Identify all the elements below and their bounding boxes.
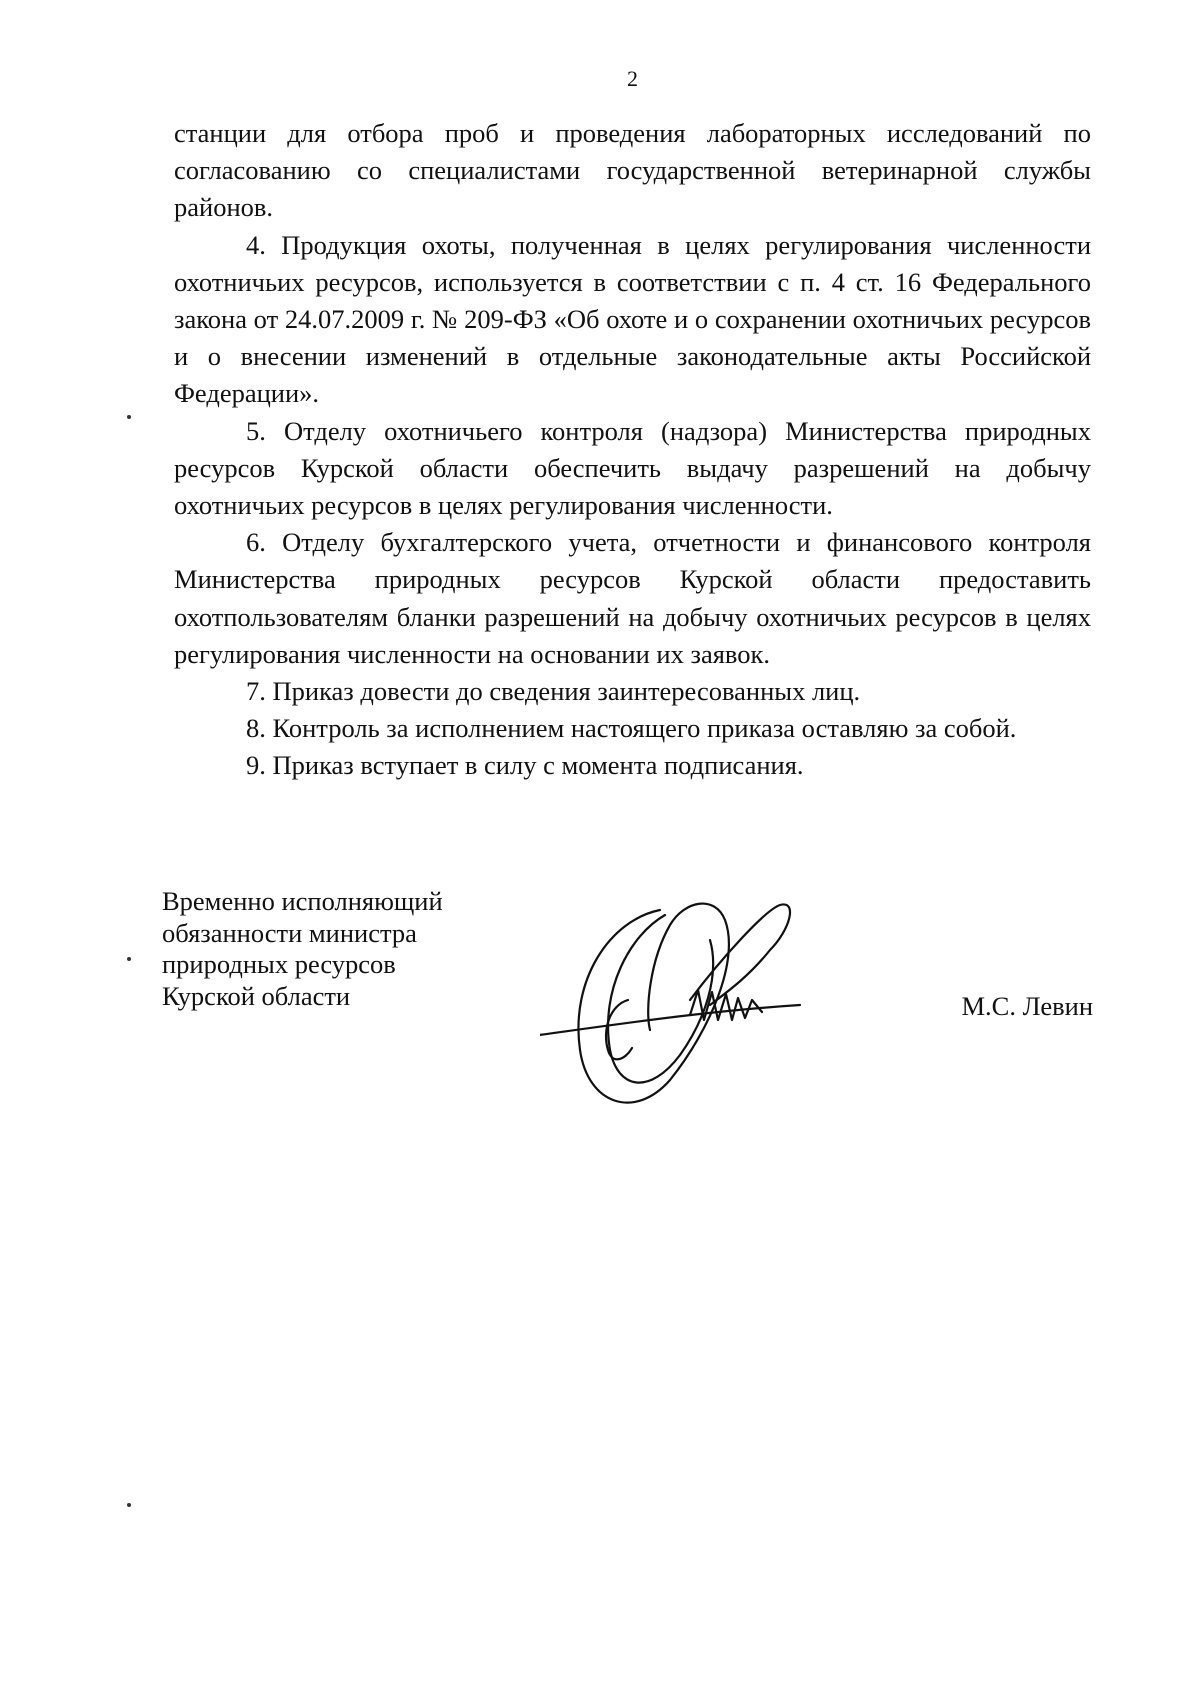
paragraph-item-8: 8. Контроль за исполнением настоящего приказа оставляю за собой. (246, 713, 1017, 744)
paragraph-item-5: 5. Отделу охотничьего контроля (надзора) Министерства природных ресурсов Курской области обеспечить выдачу разрешений на добычу охотничьих ресурсов в целях регулирования численности. (174, 415, 1091, 521)
signatory-position (162, 886, 443, 1012)
paragraph-item-7: 7. Приказ довести до сведения заинтересованных лиц. (246, 676, 861, 707)
handwritten-signature (540, 880, 890, 1130)
page-number: 2 (627, 66, 638, 91)
position-line: Курской области (162, 980, 351, 1011)
paragraph-item-9: 9. Приказ вступает в силу с момента подписания. (246, 750, 804, 781)
signature-stroke (690, 904, 790, 1005)
paragraph-item-6: 6. Отделу бухгалтерского учета, отчетности и финансового контроля Министерства природных ресурсов Курской области предоставить охотпользователям бланки разрешений на добычу охотничьих ресурсов в целях регулирования численности на основании их заявок. (174, 527, 1091, 669)
signer-name: М.С. Левин (961, 991, 1093, 1021)
position-line: Временно исполняющий (162, 886, 443, 916)
document-body (174, 115, 1091, 785)
position-line: природных ресурсов (162, 949, 396, 979)
scan-speck (127, 957, 131, 961)
position-line: обязанности министра (162, 917, 417, 948)
scan-speck (127, 415, 131, 419)
paragraph-continuation: станции для отбора проб и проведения лабораторных исследований по согласованию со специалистами государственной ветеринарной службы районов. (174, 118, 1091, 223)
scan-speck (127, 1503, 131, 1507)
paragraph-item-4: 4. Продукция охоты, полученная в целях регулирования численности охотничьих ресурсов, используется в соответствии с п. 4 ст. 16 Федерального закона от 24.07.2009 г. № 209-ФЗ «Об охоте и о сохранении охотничьих ресурсов и о внесении изменений в отдельные законодательные акты Российской Федерации». (174, 229, 1091, 409)
